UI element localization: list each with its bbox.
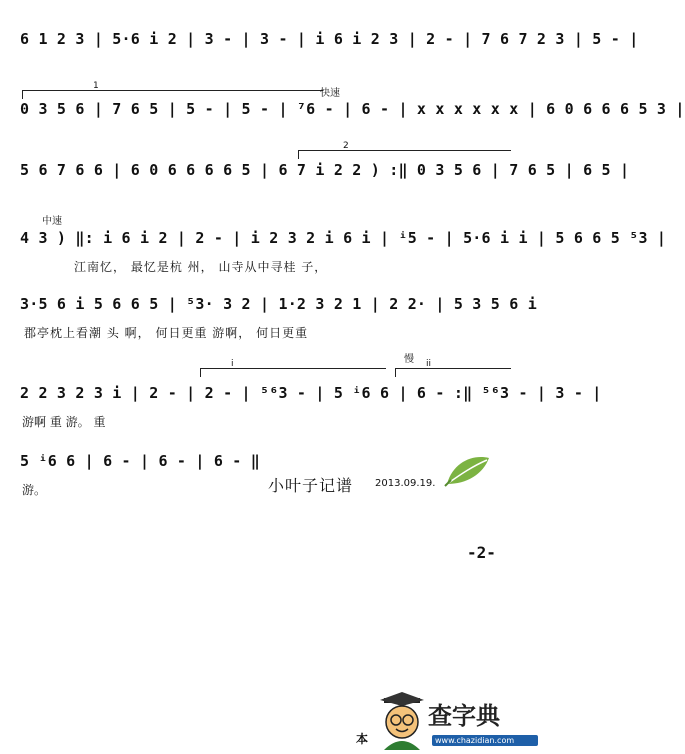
tempo-medium: 中速 <box>42 216 62 227</box>
score-line-1: 6 1 2 3 | 5·6 i 2 | 3 - | 3 - | i 6 i 2 3 | 2 - | 7 6 7 2 3 | 5 - | <box>20 30 639 48</box>
volta-label-1: 1 <box>93 81 99 91</box>
score-line-7: 5 ⁱ6 6 | 6 - | 6 - | 6 - ‖ <box>20 452 260 470</box>
leaf-icon <box>443 452 493 488</box>
transcriber-signature: 小叶子记谱 <box>268 476 354 495</box>
site-logo <box>372 690 540 754</box>
volta-label-i: i <box>231 359 234 369</box>
volta-bracket-i <box>200 359 386 377</box>
scholar-mascot-icon <box>376 692 428 752</box>
lyrics-line-5: 郡亭枕上看潮 头 啊， 何日更重 游啊， 何日更重 <box>24 326 309 340</box>
score-line-4: 4 3 ) ‖: i 6 i 2 | 2 - | i 2 3 2 i 6 i | ⁱ5 - | 5·6 i i | 5 6 6 5 ⁵3 | <box>20 229 667 247</box>
volta-label-ii: ii <box>426 359 432 369</box>
lyrics-line-7: 游。 <box>22 483 47 497</box>
site-name: 查字典 <box>428 702 500 730</box>
lyrics-line-4: 江南忆， 最忆是杭 州， 山寺从中寻桂 子， <box>74 260 328 274</box>
tempo-slow: 慢 <box>404 354 414 365</box>
volta-label-2: 2 <box>343 141 349 151</box>
volta-bracket-ii <box>395 359 511 377</box>
score-line-3: 5 6 7 6 6 | 6 0 6 6 6 6 5 | 6 7 i 2 2 ) :‖ 0 3 5 6 | 7 6 5 | 6 5 | <box>20 161 630 179</box>
site-url: www.chazidian.com <box>432 735 538 746</box>
score-line-6: 2 2 3 2 3 i | 2 - | 2 - | ⁵⁶3 - | 5 ⁱ6 6 | 6 - :‖ ⁵⁶3 - | 3 - | <box>20 384 602 402</box>
page-number: -2- <box>467 543 496 562</box>
score-line-2: 0 3 5 6 | 7 6 5 | 5 - | 5 - | ⁷6 - | 6 - | x x x x x x | 6 0 6 6 6 5 3 | <box>20 100 685 118</box>
transcription-date: 2013.09.19. <box>375 478 436 489</box>
tempo-fast: 快速 <box>320 88 340 99</box>
lyrics-line-6: 游啊 重 游。 重 <box>22 415 106 429</box>
score-line-5: 3·5 6 i 5 6 6 5 | ⁵3· 3 2 | 1·2 3 2 1 | 2 2· | 5 3 5 6 i <box>20 295 537 313</box>
volta-bracket-2 <box>298 141 511 159</box>
volta-bracket-1 <box>22 81 323 99</box>
footer-prefix: 本 <box>356 732 369 746</box>
